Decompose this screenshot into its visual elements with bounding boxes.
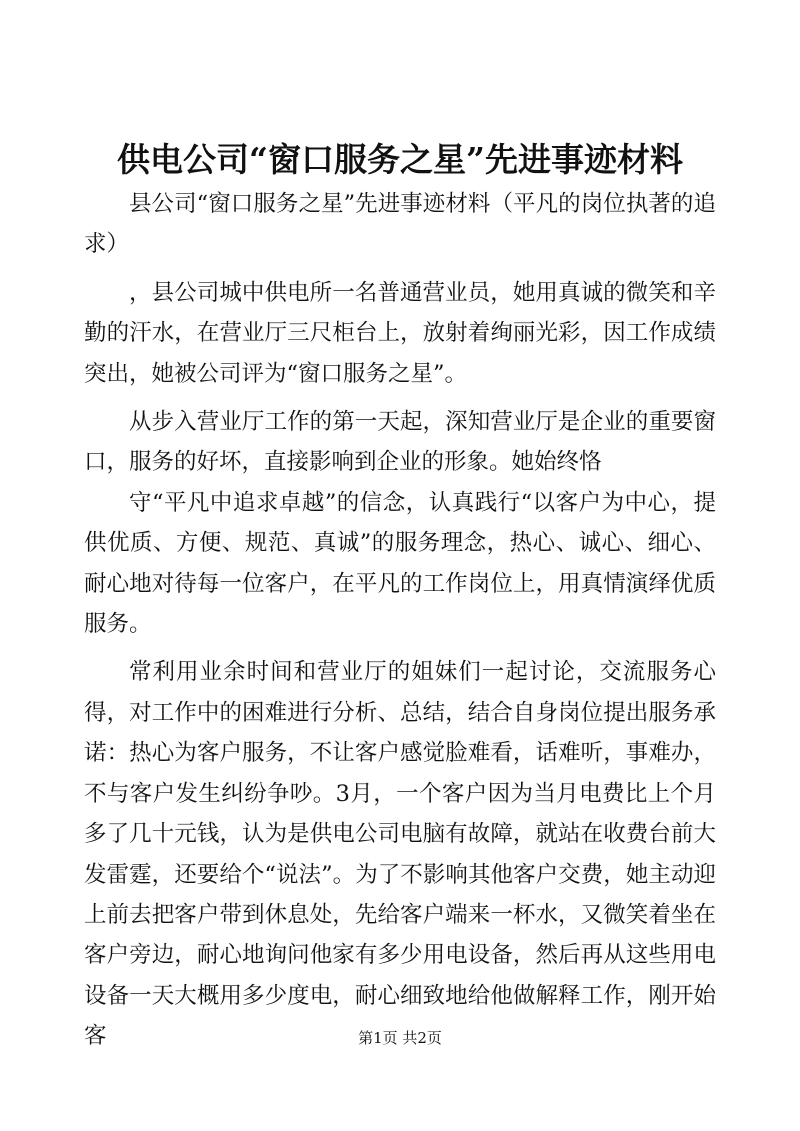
document-body xyxy=(84,184,716,1057)
paragraph-subtitle: 县公司“窗口服务之星”先进事迹材料（平凡的岗位执著的追求） xyxy=(84,191,716,258)
paragraph-first-day: 从步入营业厅工作的第一天起，深知营业厅是企业的重要窗口，服务的好坏，直接影响到企业的形象。她始终恪 xyxy=(84,409,716,476)
paragraph-service-story: 常利用业余时间和营业厅的姐妹们一起讨论，交流服务心得，对工作中的困难进行分析、总结，结合自身岗位提出服务承诺：热心为客户服务，不让客户感觉脸难看，话难听，事难办，不与客户发生纠纷争吵。3月，一个客户因为当月电费比上个月多了几十元钱，认为是供电公司电脑有故障，就站在收费台前大发雷霆，还要给个“说法”。为了不影响其他客户交费，她主动迎上前去把客户带到休息处，先给客户端来一杯水，又微笑着坐在客户旁边，耐心地询问他家有多少用电设备，然后再从这些用电设备一天大概用多少度电，耐心细致地给他做解释工作，刚开始客 xyxy=(84,659,716,1050)
paragraph-belief: 守“平凡中追求卓越”的信念，认真践行“以客户为中心，提供优质、方便、规范、真诚”的服务理念，热心、诚心、细心、耐心地对待每一位客户，在平凡的工作岗位上，用真情演绎优质服务。 xyxy=(84,489,716,638)
document-title: 供电公司“窗口服务之星”先进事迹材料 xyxy=(117,140,683,179)
paragraph-intro: ，县公司城中供电所一名普通营业员，她用真诚的微笑和辛勤的汗水，在营业厅三尺柜台上，放射着绚丽光彩，因工作成绩突出，她被公司评为“窗口服务之星”。 xyxy=(84,279,716,387)
page-number-footer: 第1页 共2页 xyxy=(358,1029,442,1047)
